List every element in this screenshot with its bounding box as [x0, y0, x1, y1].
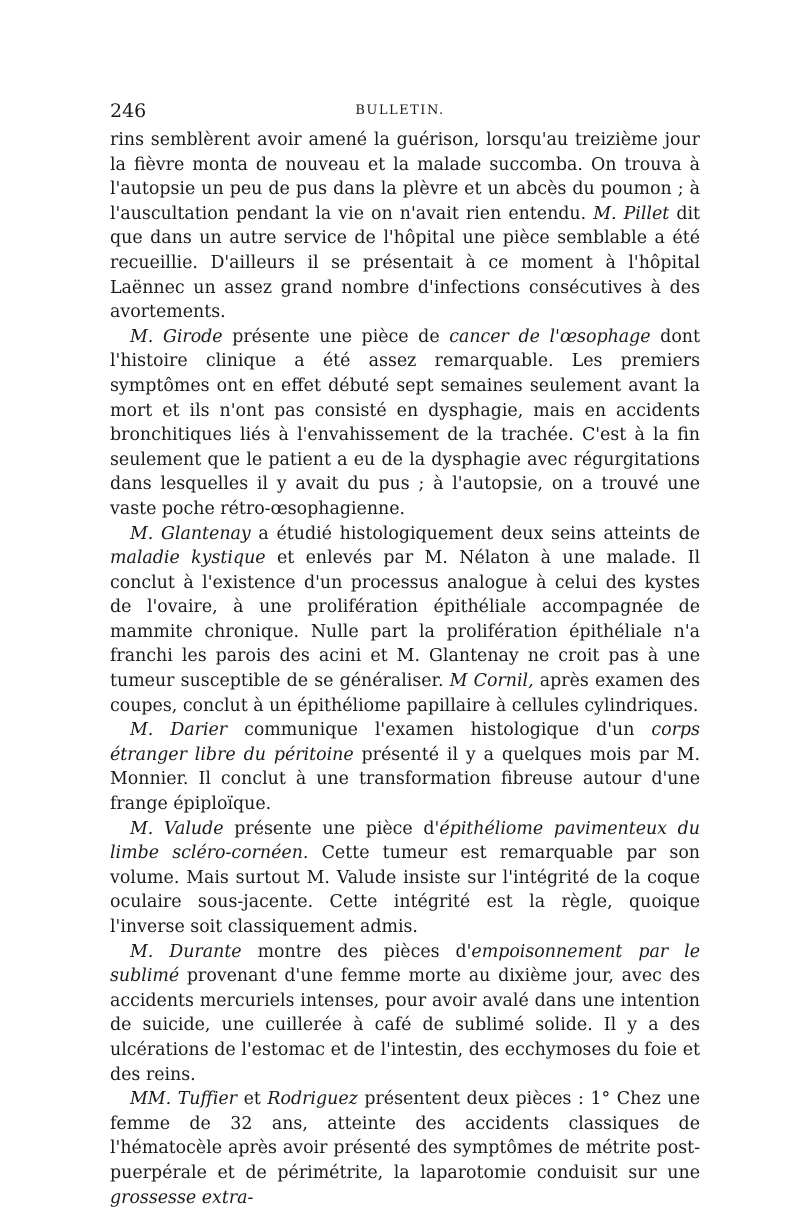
- paragraph: [110, 817, 700, 940]
- running-head: BULLETIN.: [355, 103, 445, 118]
- italic-text: M. Pillet: [593, 203, 670, 224]
- italic-text: M Cornil,: [449, 671, 534, 692]
- text-run: Cette tumeur est remarquable par son volume. Mais surtout M. Valude insiste sur l'intégrité de la coque oculaire sous-jacente. Cette intégrité est la règle, quoique l'inverse soit classiquement admis.: [110, 843, 700, 937]
- paragraph: [110, 940, 700, 1088]
- paragraph: [110, 128, 700, 325]
- text-run: après examen des coupes, conclut à un épithéliome papillaire à cellules cylindriques.: [110, 671, 700, 716]
- text-run: présentent deux pièces : 1° Chez une femme de 32 ans, atteinte des accidents classiques de l'hématocèle après avoir présenté des symptômes de métrite post-puerpérale et de périmétrite, la laparotomie conduisit sur une: [110, 1089, 700, 1183]
- italic-text: M. Girode: [130, 326, 223, 347]
- text-run: communique l'examen histologique d'un: [227, 720, 652, 741]
- text-run: et enlevés par M. Nélaton à une malade. Il conclut à l'existence d'un processus analogue à celui des kystes de l'ovaire, à une prolifération épithéliale accompagnée de mammite chronique. Nulle part la prolifération épithéliale n'a franchi les parois des acini et M. Glantenay ne croit pas à une tumeur susceptible de se généraliser.: [110, 548, 701, 692]
- text-run: dont l'histoire clinique a été assez remarquable. Les premiers symptômes ont en effet débuté sept semaines seulement avant la mort et ils n'ont pas consisté en dysphagie, mais en accidents bronchitiques liés à l'envahissement de la trachée. C'est à la fin seulement que le patient a eu de la dysphagie avec régurgitations dans lesquelles il y avait du pus ; à l'autopsie, on a trouvé une vaste poche rétro-œsophagienne.: [110, 326, 700, 519]
- text-run: présenté il y a quelques mois par M. Monnier. Il conclut à une transformation fibreuse autour d'une frange épiploïque.: [110, 744, 700, 815]
- italic-text: maladie kystique: [110, 548, 266, 569]
- italic-text: MM. Tuffier: [130, 1089, 237, 1110]
- text-run: présente une pièce d': [223, 818, 440, 839]
- paragraph: [110, 718, 700, 816]
- italic-text: cancer de l'œsophage: [449, 326, 651, 347]
- italic-text: M. Valude: [130, 818, 224, 839]
- text-run: et: [237, 1089, 268, 1110]
- italic-text: Rodriguez: [267, 1089, 358, 1110]
- italic-text: M. Glantenay: [130, 523, 251, 544]
- italic-text: empoisonnement par le sublimé: [110, 941, 700, 987]
- paragraph: [110, 522, 700, 719]
- text-run: montre des pièces d': [241, 941, 472, 962]
- paragraph: [110, 1087, 700, 1210]
- page-number: 246: [110, 100, 147, 122]
- text-run: présente une pièce de: [222, 326, 450, 347]
- text-run: provenant d'une femme morte au dixième jour, avec des accidents mercuriels intenses, pour avoir avalé dans une intention de suicide, une cuillerée à café de sublimé solide. Il y a des ulcérations de l'estomac et de l'intestin, des ecchymoses du foie et des reins.: [110, 966, 700, 1085]
- italic-text: grossesse extra-: [110, 1187, 254, 1208]
- page-header: [110, 100, 690, 126]
- paragraph: [110, 325, 700, 522]
- text-run: rins semblèrent avoir amené la guérison, lorsqu'au treizième jour la fièvre monta de nouveau et la malade succomba. On trouva à l'autopsie un peu de pus dans la plèvre et un abcès du poumon ; à l'auscultation pendant la vie on n'avait rien entendu.: [110, 130, 700, 224]
- text-run: a étudié histologiquement deux seins atteints de: [250, 523, 700, 544]
- italic-text: corps étranger libre du péritoine: [110, 720, 700, 765]
- body-text: [110, 128, 700, 1210]
- italic-text: M. Durante: [130, 941, 242, 962]
- italic-text: M. Darier: [130, 720, 228, 741]
- italic-text: épithéliome pavimenteux du limbe scléro-cornéen.: [110, 818, 701, 864]
- text-run: dit que dans un autre service de l'hôpital une pièce semblable a été recueillie. D'ailleurs il se présentait à ce moment à l'hôpital Laënnec un assez grand nombre d'infections consécutives à des avortements.: [110, 203, 700, 323]
